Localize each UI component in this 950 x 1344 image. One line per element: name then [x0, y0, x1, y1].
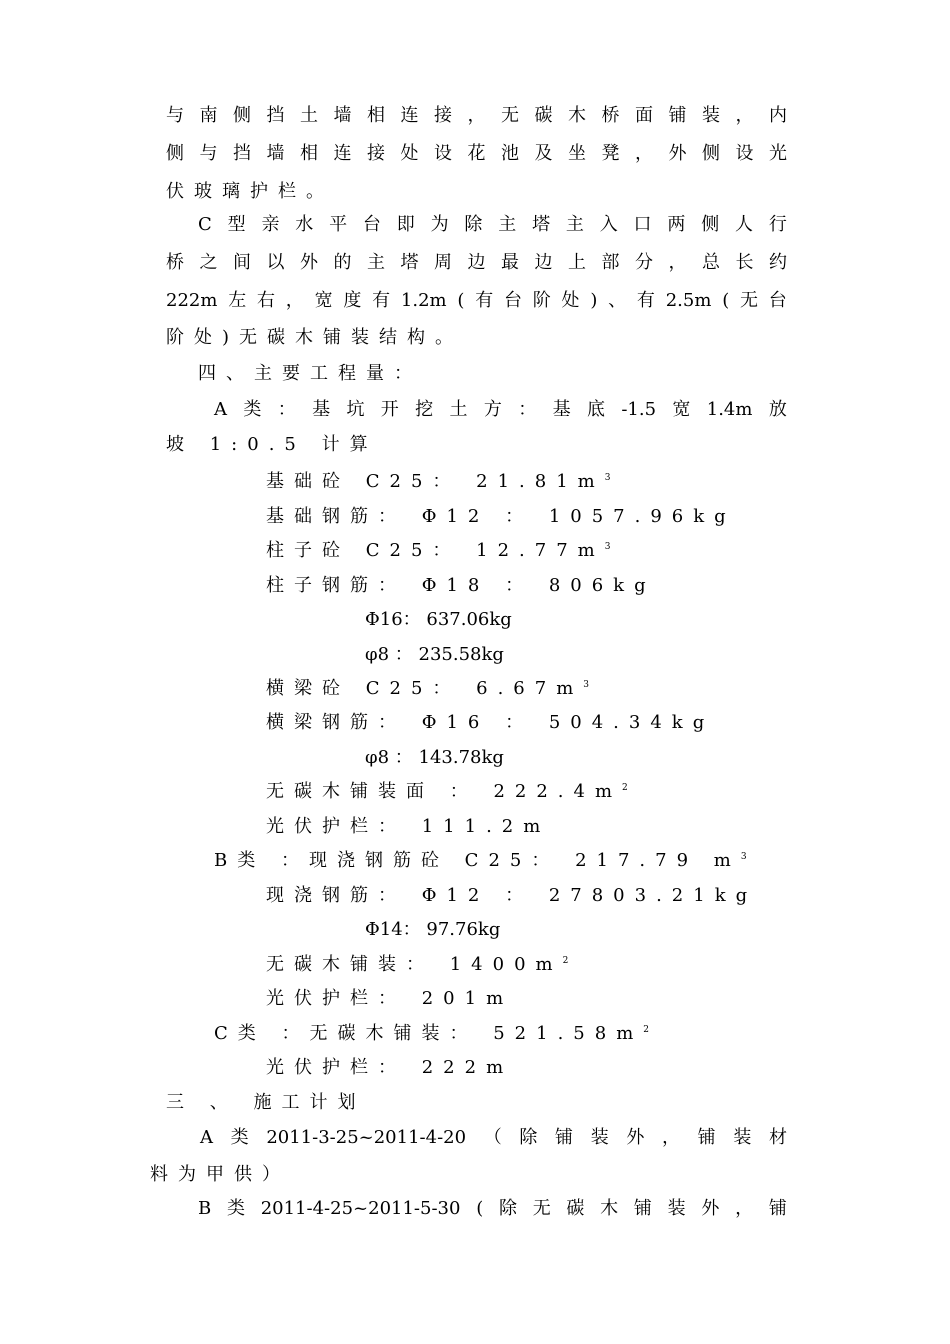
quantity-item: 柱子砼 C25： $12.77m^3$ [266, 540, 621, 561]
paragraph-line: 坡 1:0.5 计算 [166, 434, 378, 455]
quantity-item: 横梁钢筋： Φ16 ： 504.34kg [266, 712, 715, 733]
paragraph-line: 阶处)无碳木铺装结构。 [166, 327, 464, 348]
quantity-item: 基础钢筋： Φ12 ： 1057.96kg [266, 506, 736, 527]
paragraph-line: 222m 左 右 ， 宽 度 有 1.2m ( 有 台 阶 处 ) 、 有 2.5m ( 无 台 [166, 290, 787, 311]
quantity-item: 无碳木铺装面 ： $222.4m^2$ [266, 781, 638, 802]
quantity-item: 横梁砼 C25： $6.67m^3$ [266, 678, 600, 699]
quantity-item: Φ14： 97.76kg [365, 919, 501, 940]
paragraph-line: 侧 与 挡 墙 相 连 接 处 设 花 池 及 坐 凳 ， 外 侧 设 光 [166, 143, 787, 164]
quantity-item: Φ16： 637.06kg [365, 609, 512, 630]
quantity-item: φ8 ： 143.78kg [365, 747, 504, 768]
quantity-item: 现浇钢筋： Φ12 ： 27803.21kg [266, 885, 758, 906]
quantity-item: 基础砼 C25： $21.81m^3$ [266, 471, 621, 492]
section-heading: 四、主要工程量： [198, 363, 422, 384]
section-heading: 三 、 施工计划 [166, 1092, 366, 1113]
quantity-item: φ8 ： 235.58kg [365, 644, 504, 665]
quantity-item: C类 ：无碳木铺装： $521.58m^2$ [214, 1023, 660, 1044]
paragraph-line: 伏玻璃护栏。 [166, 181, 334, 202]
quantity-item: 柱子钢筋： Φ18 ： 806kg [266, 575, 656, 596]
paragraph-line: A 类 2011-3-25~2011-4-20 （ 除 铺 装 外 ， 铺 装 材 [200, 1127, 787, 1148]
paragraph-line: 桥 之 间 以 外 的 主 塔 周 边 最 边 上 部 分 ， 总 长 约 [166, 252, 787, 273]
paragraph-line: B 类 2011-4-25~2011-5-30 ( 除 无 碳 木 铺 装 外 ， 铺 [198, 1198, 787, 1219]
quantity-item: 光伏护栏： 111.2m [266, 816, 551, 837]
paragraph-line: A 类 ： 基 坑 开 挖 土 方 ： 基 底 -1.5 宽 1.4m 放 [214, 399, 787, 420]
quantity-item: 光伏护栏： 222m [266, 1057, 514, 1078]
quantity-item: 光伏护栏： 201m [266, 988, 514, 1009]
paragraph-line: C 型 亲 水 平 台 即 为 除 主 塔 主 入 口 两 侧 人 行 [198, 214, 787, 235]
quantity-item: B类 ：现浇钢筋砼 C25： 217.79 $m^3$ [214, 850, 757, 871]
quantity-item: 无碳木铺装： $1400m^2$ [266, 954, 579, 975]
paragraph-line: 与 南 侧 挡 土 墙 相 连 接 ， 无 碳 木 桥 面 铺 装 ， 内 [166, 105, 787, 126]
paragraph-line: 料为甲供） [150, 1164, 290, 1185]
